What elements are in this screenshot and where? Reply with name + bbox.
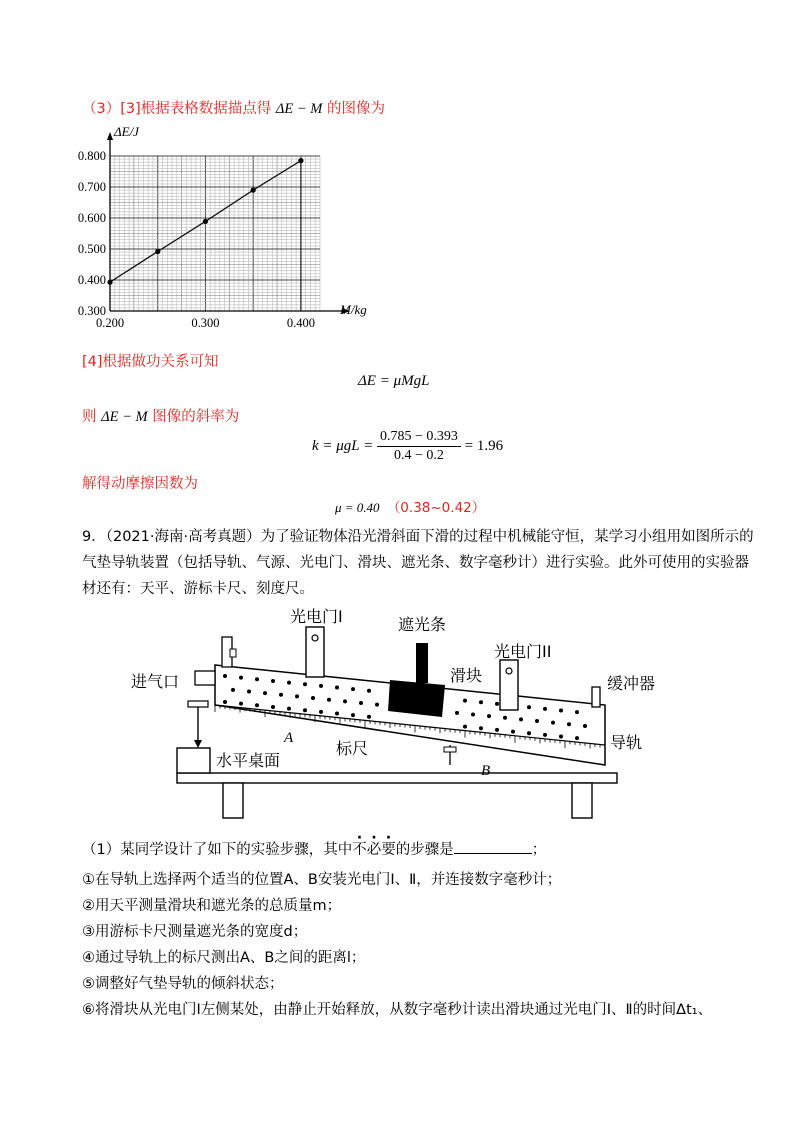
- y-tick-label: 0.600: [77, 211, 106, 225]
- y-tick-label: 0.800: [77, 149, 106, 163]
- steps-intro-b: 的步骤是: [395, 842, 454, 858]
- section3-label: （3）[3]根据表格数据描点得: [82, 101, 272, 117]
- air-hole: [287, 681, 291, 685]
- air-hole: [223, 700, 227, 704]
- slider-block: [388, 680, 445, 717]
- air-hole: [343, 699, 347, 703]
- air-hole: [495, 728, 499, 732]
- step-5: ⑤调整好气垫导轨的倾斜状态；: [82, 976, 284, 992]
- air-hole: [327, 698, 331, 702]
- air-hole: [559, 708, 563, 712]
- air-inlet: [195, 671, 215, 685]
- air-hole: [511, 730, 515, 734]
- air-hole: [279, 693, 283, 697]
- chart-ylabel: ΔE/J: [114, 124, 139, 139]
- section3-symbol: ΔE − M: [275, 101, 323, 117]
- y-tick-label: 0.700: [77, 180, 106, 194]
- air-hole: [375, 703, 379, 707]
- air-hole: [463, 725, 467, 729]
- section3-heading: [82, 97, 385, 118]
- solve-label: 解得动摩擦因数为: [82, 476, 198, 492]
- stand-b-clip: [444, 747, 456, 752]
- data-point: [107, 280, 112, 285]
- air-hole: [367, 689, 371, 693]
- formula-slope-lhs: k = μgL =: [312, 437, 374, 454]
- steps-intro-emph1: 不: [352, 842, 367, 858]
- air-hole: [335, 686, 339, 690]
- formula-slope-rhs: = 1.96: [464, 437, 504, 454]
- step-4: ④通过导轨上的标尺测出A、B之间的距离l；: [82, 950, 366, 966]
- section4-label: [4]根据做功关系可知: [82, 354, 219, 370]
- formula-slope: [312, 429, 503, 464]
- air-hole: [503, 716, 507, 720]
- air-hole: [479, 700, 483, 704]
- slope-intro-suffix: 图像的斜率为: [152, 409, 240, 425]
- air-hole: [223, 674, 227, 678]
- air-hole: [239, 676, 243, 680]
- y-axis-arrow: [107, 132, 113, 140]
- air-hole: [247, 689, 251, 693]
- air-hole: [351, 713, 355, 717]
- air-hole: [479, 726, 483, 730]
- label-scale: 标尺: [336, 739, 369, 758]
- air-hole: [263, 691, 267, 695]
- air-hole: [567, 722, 571, 726]
- label-rail: 导轨: [610, 733, 643, 752]
- step-3: ③用游标卡尺测量遮光条的宽度d；: [82, 924, 308, 940]
- steps-intro-emph2: 必: [366, 842, 382, 858]
- air-hole: [271, 705, 275, 709]
- air-hole: [455, 711, 459, 715]
- steps-intro: [82, 838, 546, 859]
- x-tick-label: 0.300: [191, 316, 220, 330]
- air-hole: [463, 699, 467, 703]
- formula-energy-work: ΔE = μMgL: [358, 373, 430, 389]
- air-hole: [239, 702, 243, 706]
- adjust-screw-head: [188, 701, 208, 707]
- air-hole: [575, 736, 579, 740]
- air-hole: [575, 710, 579, 714]
- label-buffer: 缓冲器: [607, 674, 656, 693]
- chart-grid: [110, 156, 320, 311]
- adjust-screw-tip: [194, 740, 202, 748]
- air-hole: [295, 694, 299, 698]
- y-tick-label: 0.300: [77, 304, 106, 318]
- air-hole: [367, 715, 371, 719]
- section3-suffix: 的图像为: [326, 101, 385, 117]
- label-gate1: 光电门I: [290, 607, 343, 626]
- light-strip: [416, 643, 428, 683]
- air-hole: [303, 682, 307, 686]
- air-hole: [319, 684, 323, 688]
- air-hole: [271, 679, 275, 683]
- label-gate2: 光电门II: [494, 642, 552, 661]
- formula-slope-numerator: 0.785 − 0.393: [377, 429, 461, 447]
- air-hole: [543, 733, 547, 737]
- table-leg-left: [223, 783, 243, 818]
- formula-slope-denominator: 0.4 − 0.2: [394, 448, 444, 463]
- y-tick-label: 0.500: [77, 242, 106, 256]
- y-tick-label: 0.400: [77, 273, 106, 287]
- label-inlet: 进气口: [131, 672, 180, 691]
- air-hole: [535, 719, 539, 723]
- slope-intro: [82, 405, 239, 426]
- steps-intro-end: ；: [531, 842, 547, 858]
- step-2: ②用天平测量滑块和遮光条的总质量m；: [82, 898, 342, 914]
- step-6: ⑥将滑块从光电门Ⅰ左侧某处，由静止开始释放，从数字毫秒计读出滑块通过光电门Ⅰ、Ⅱ的时间Δt₁、: [82, 1002, 713, 1018]
- air-hole: [351, 687, 355, 691]
- question9-line3: 材还有：天平、游标卡尺、刻度尺。: [82, 581, 314, 597]
- air-hole: [255, 677, 259, 681]
- mu-range: （0.38~0.42）: [386, 500, 486, 516]
- question9-line1: 9．（2021·海南·高考真题）为了验证物体沿光滑斜面下滑的过程中机械能守恒，某学习小组用如图所示的: [82, 529, 754, 545]
- air-hole: [287, 707, 291, 711]
- air-hole: [471, 712, 475, 716]
- label-point-a: A: [284, 730, 294, 746]
- buffer-post: [592, 687, 600, 707]
- air-hole: [303, 708, 307, 712]
- label-strip: 遮光条: [398, 615, 447, 634]
- formula-slope-fraction: [377, 429, 461, 464]
- table-leg-right: [572, 783, 592, 818]
- label-point-b: B: [481, 763, 491, 779]
- air-hole: [231, 688, 235, 692]
- air-hole: [583, 724, 587, 728]
- mu-value: μ = 0.40: [335, 500, 380, 515]
- air-hole: [311, 696, 315, 700]
- answer-blank[interactable]: [454, 841, 532, 854]
- data-point: [203, 219, 208, 224]
- air-hole: [527, 731, 531, 735]
- air-hole: [495, 702, 499, 706]
- x-tick-label: 0.400: [286, 316, 315, 330]
- table-top: [177, 773, 617, 783]
- steps-intro-a: （1）某同学设计了如下的实验步骤，其中: [82, 842, 353, 858]
- label-desk: 水平桌面: [216, 751, 281, 770]
- air-hole: [559, 734, 563, 738]
- air-hole: [359, 701, 363, 705]
- question9-line2: 气垫导轨装置（包括导轨、气源、光电门、滑块、遮光条、数字毫秒计）进行实验。此外可使用的实验器: [82, 555, 749, 571]
- slope-intro-symbol: ΔE − M: [101, 409, 148, 425]
- air-hole: [551, 721, 555, 725]
- slope-intro-prefix: 则: [82, 409, 97, 425]
- steps-intro-emph3: 要: [381, 842, 396, 858]
- air-hole: [543, 707, 547, 711]
- chart-xlabel: M/kg: [340, 302, 367, 317]
- left-end-post-knob: [230, 649, 236, 657]
- air-hole: [255, 703, 259, 707]
- x-tick-label: 0.200: [95, 316, 125, 330]
- air-hole: [487, 714, 491, 718]
- data-point: [251, 188, 256, 193]
- air-track-apparatus: [120, 605, 656, 830]
- air-hole: [319, 710, 323, 714]
- air-hole: [335, 712, 339, 716]
- air-hole: [527, 705, 531, 709]
- support-block: [177, 748, 210, 773]
- delta-e-vs-m-chart: [60, 118, 380, 343]
- air-hole: [519, 717, 523, 721]
- data-point: [155, 249, 160, 254]
- mu-result: [335, 496, 485, 516]
- step-1: ①在导轨上选择两个适当的位置A、B安装光电门Ⅰ、Ⅱ，并连接数字毫秒计；: [82, 872, 562, 888]
- label-slider: 滑块: [450, 666, 483, 685]
